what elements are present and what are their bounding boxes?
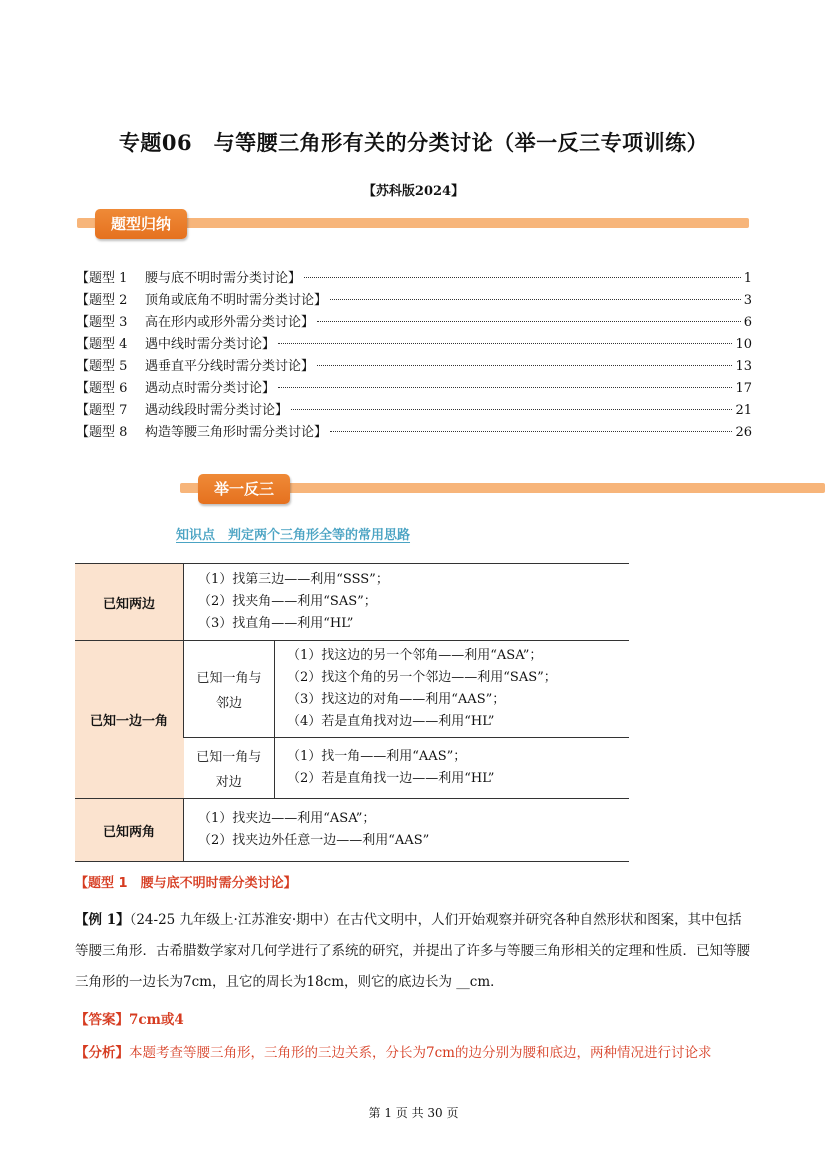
toc-item-number: 【题型 7 xyxy=(76,403,128,418)
method-line: （2）找这个角的另一个邻边——利用“SAS”； xyxy=(287,670,557,685)
toc-item-label: 构造等腰三角形时需分类讨论】 xyxy=(145,425,328,440)
edition-label: 【苏科版2024】 xyxy=(362,184,465,199)
method-line: （1）找这边的另一个邻角——利用“ASA”； xyxy=(287,648,543,663)
adjacent-side-methods xyxy=(275,641,630,738)
method-line: （1）找一角——利用“AAS”； xyxy=(287,749,467,764)
row-head-side-angle: 已知一边一角 xyxy=(75,641,184,799)
sub-head-line: 已知一角与 xyxy=(196,671,262,686)
example-text: （24-25 九年级上·江苏淮安·期中）在古代文明中，人们开始观察并研究各种自然形状和图案，其中包括等腰三角形．古希腊数学家对几何学进行了系统的研究，并提出了许多与等腰三角形相关的定理和性质．已知等腰三角形的一边长为7cm，且它的周长为18cm，则它的底边长为 __cm． xyxy=(75,912,750,990)
toc-item-label: 遇动点时需分类讨论】 xyxy=(145,381,276,396)
method-line: （2）找夹边外任意一边——利用“AAS” xyxy=(198,833,430,848)
analysis xyxy=(75,1041,711,1061)
analysis-text: 本题考查等腰三角形，三角形的三边关系，分长为7cm的边分别为腰和底边，两种情况进行讨论求 xyxy=(129,1045,712,1061)
example-1 xyxy=(75,905,755,998)
adjacent-side-cell xyxy=(184,641,275,738)
practice-banner-tag: 举一反三 xyxy=(198,474,290,504)
toc-dot-leader xyxy=(278,387,732,388)
toc-dot-leader xyxy=(317,365,732,366)
congruence-table xyxy=(75,563,629,862)
toc-item-page: 17 xyxy=(735,381,752,396)
opposite-side-cell xyxy=(184,738,275,799)
toc-item-page: 6 xyxy=(743,315,752,330)
sub-head-line: 已知一角与 xyxy=(196,750,262,765)
toc-dot-leader xyxy=(330,299,741,300)
sub-head-line: 对边 xyxy=(215,775,242,790)
toc-item-page: 26 xyxy=(735,425,752,440)
type1-heading: 【题型 1 腰与底不明时需分类讨论】 xyxy=(75,876,297,891)
method-line: （1）找夹边——利用“ASA”； xyxy=(198,811,376,826)
toc-item[interactable] xyxy=(76,400,752,422)
toc-item[interactable] xyxy=(76,312,752,334)
toc-item-number: 【题型 8 xyxy=(76,425,128,440)
toc-item[interactable] xyxy=(76,268,752,290)
toc-item-number: 【题型 6 xyxy=(76,381,128,396)
toc-item-number: 【题型 3 xyxy=(76,315,128,330)
row-head-two-sides: 已知两边 xyxy=(75,564,184,641)
practice-banner xyxy=(180,474,825,504)
method-line: （3）找直角——利用“HL” xyxy=(198,616,354,631)
toc-item[interactable] xyxy=(76,290,752,312)
page-footer: 第 1 页 共 30 页 xyxy=(368,1106,459,1120)
toc-item-label: 顶角或底角不明时需分类讨论】 xyxy=(145,293,328,308)
toc-dot-leader xyxy=(278,343,732,344)
summary-banner xyxy=(77,209,749,239)
toc-item-number: 【题型 4 xyxy=(76,337,128,352)
method-line: （4）若是直角找对边——利用“HL” xyxy=(287,714,495,729)
two-sides-methods xyxy=(184,564,630,641)
toc-dot-leader xyxy=(291,409,732,410)
table-row xyxy=(75,799,629,862)
document-title: 专题06 与等腰三角形有关的分类讨论（举一反三专项训练） xyxy=(118,130,709,155)
toc-item[interactable] xyxy=(76,334,752,356)
method-line: （2）找夹角——利用“SAS”； xyxy=(198,594,377,609)
toc-item-label: 遇中线时需分类讨论】 xyxy=(145,337,276,352)
toc-item-label: 遇垂直平分线时需分类讨论】 xyxy=(145,359,315,374)
method-line: （3）找这边的对角——利用“AAS”； xyxy=(287,692,506,707)
toc-item-page: 21 xyxy=(735,403,752,418)
toc-item-number: 【题型 5 xyxy=(76,359,128,374)
opposite-side-methods xyxy=(275,738,630,799)
table-row xyxy=(75,564,629,641)
toc-item-label: 遇动线段时需分类讨论】 xyxy=(145,403,289,418)
example-label: 【例 1】 xyxy=(75,912,130,928)
toc-item-page: 13 xyxy=(735,359,752,374)
row-head-two-angles: 已知两角 xyxy=(75,799,184,862)
toc-item-number: 【题型 1 xyxy=(76,271,128,286)
toc-item-number: 【题型 2 xyxy=(76,293,128,308)
toc-dot-leader xyxy=(317,321,741,322)
toc-item-page: 10 xyxy=(735,337,752,352)
toc-dot-leader xyxy=(304,277,741,278)
method-line: （1）找第三边——利用“SSS”； xyxy=(198,572,389,587)
toc-item-label: 腰与底不明时需分类讨论】 xyxy=(145,271,302,286)
knowledge-point-heading: 知识点 判定两个三角形全等的常用思路 xyxy=(176,528,411,543)
toc-item-page: 1 xyxy=(743,271,752,286)
toc-dot-leader xyxy=(330,431,732,432)
toc-item-page: 3 xyxy=(743,293,752,308)
table-of-contents xyxy=(76,268,752,444)
summary-banner-tag: 题型归纳 xyxy=(95,209,187,239)
method-line: （2）若是直角找一边——利用“HL” xyxy=(287,771,495,786)
table-row xyxy=(75,641,629,738)
toc-item[interactable] xyxy=(76,422,752,444)
analysis-label: 【分析】 xyxy=(75,1045,129,1061)
toc-item[interactable] xyxy=(76,356,752,378)
two-angles-methods xyxy=(184,799,630,862)
toc-item[interactable] xyxy=(76,378,752,400)
sub-head-line: 邻边 xyxy=(215,696,242,711)
toc-item-label: 高在形内或形外需分类讨论】 xyxy=(145,315,315,330)
answer: 【答案】7cm或4 xyxy=(75,1012,184,1028)
